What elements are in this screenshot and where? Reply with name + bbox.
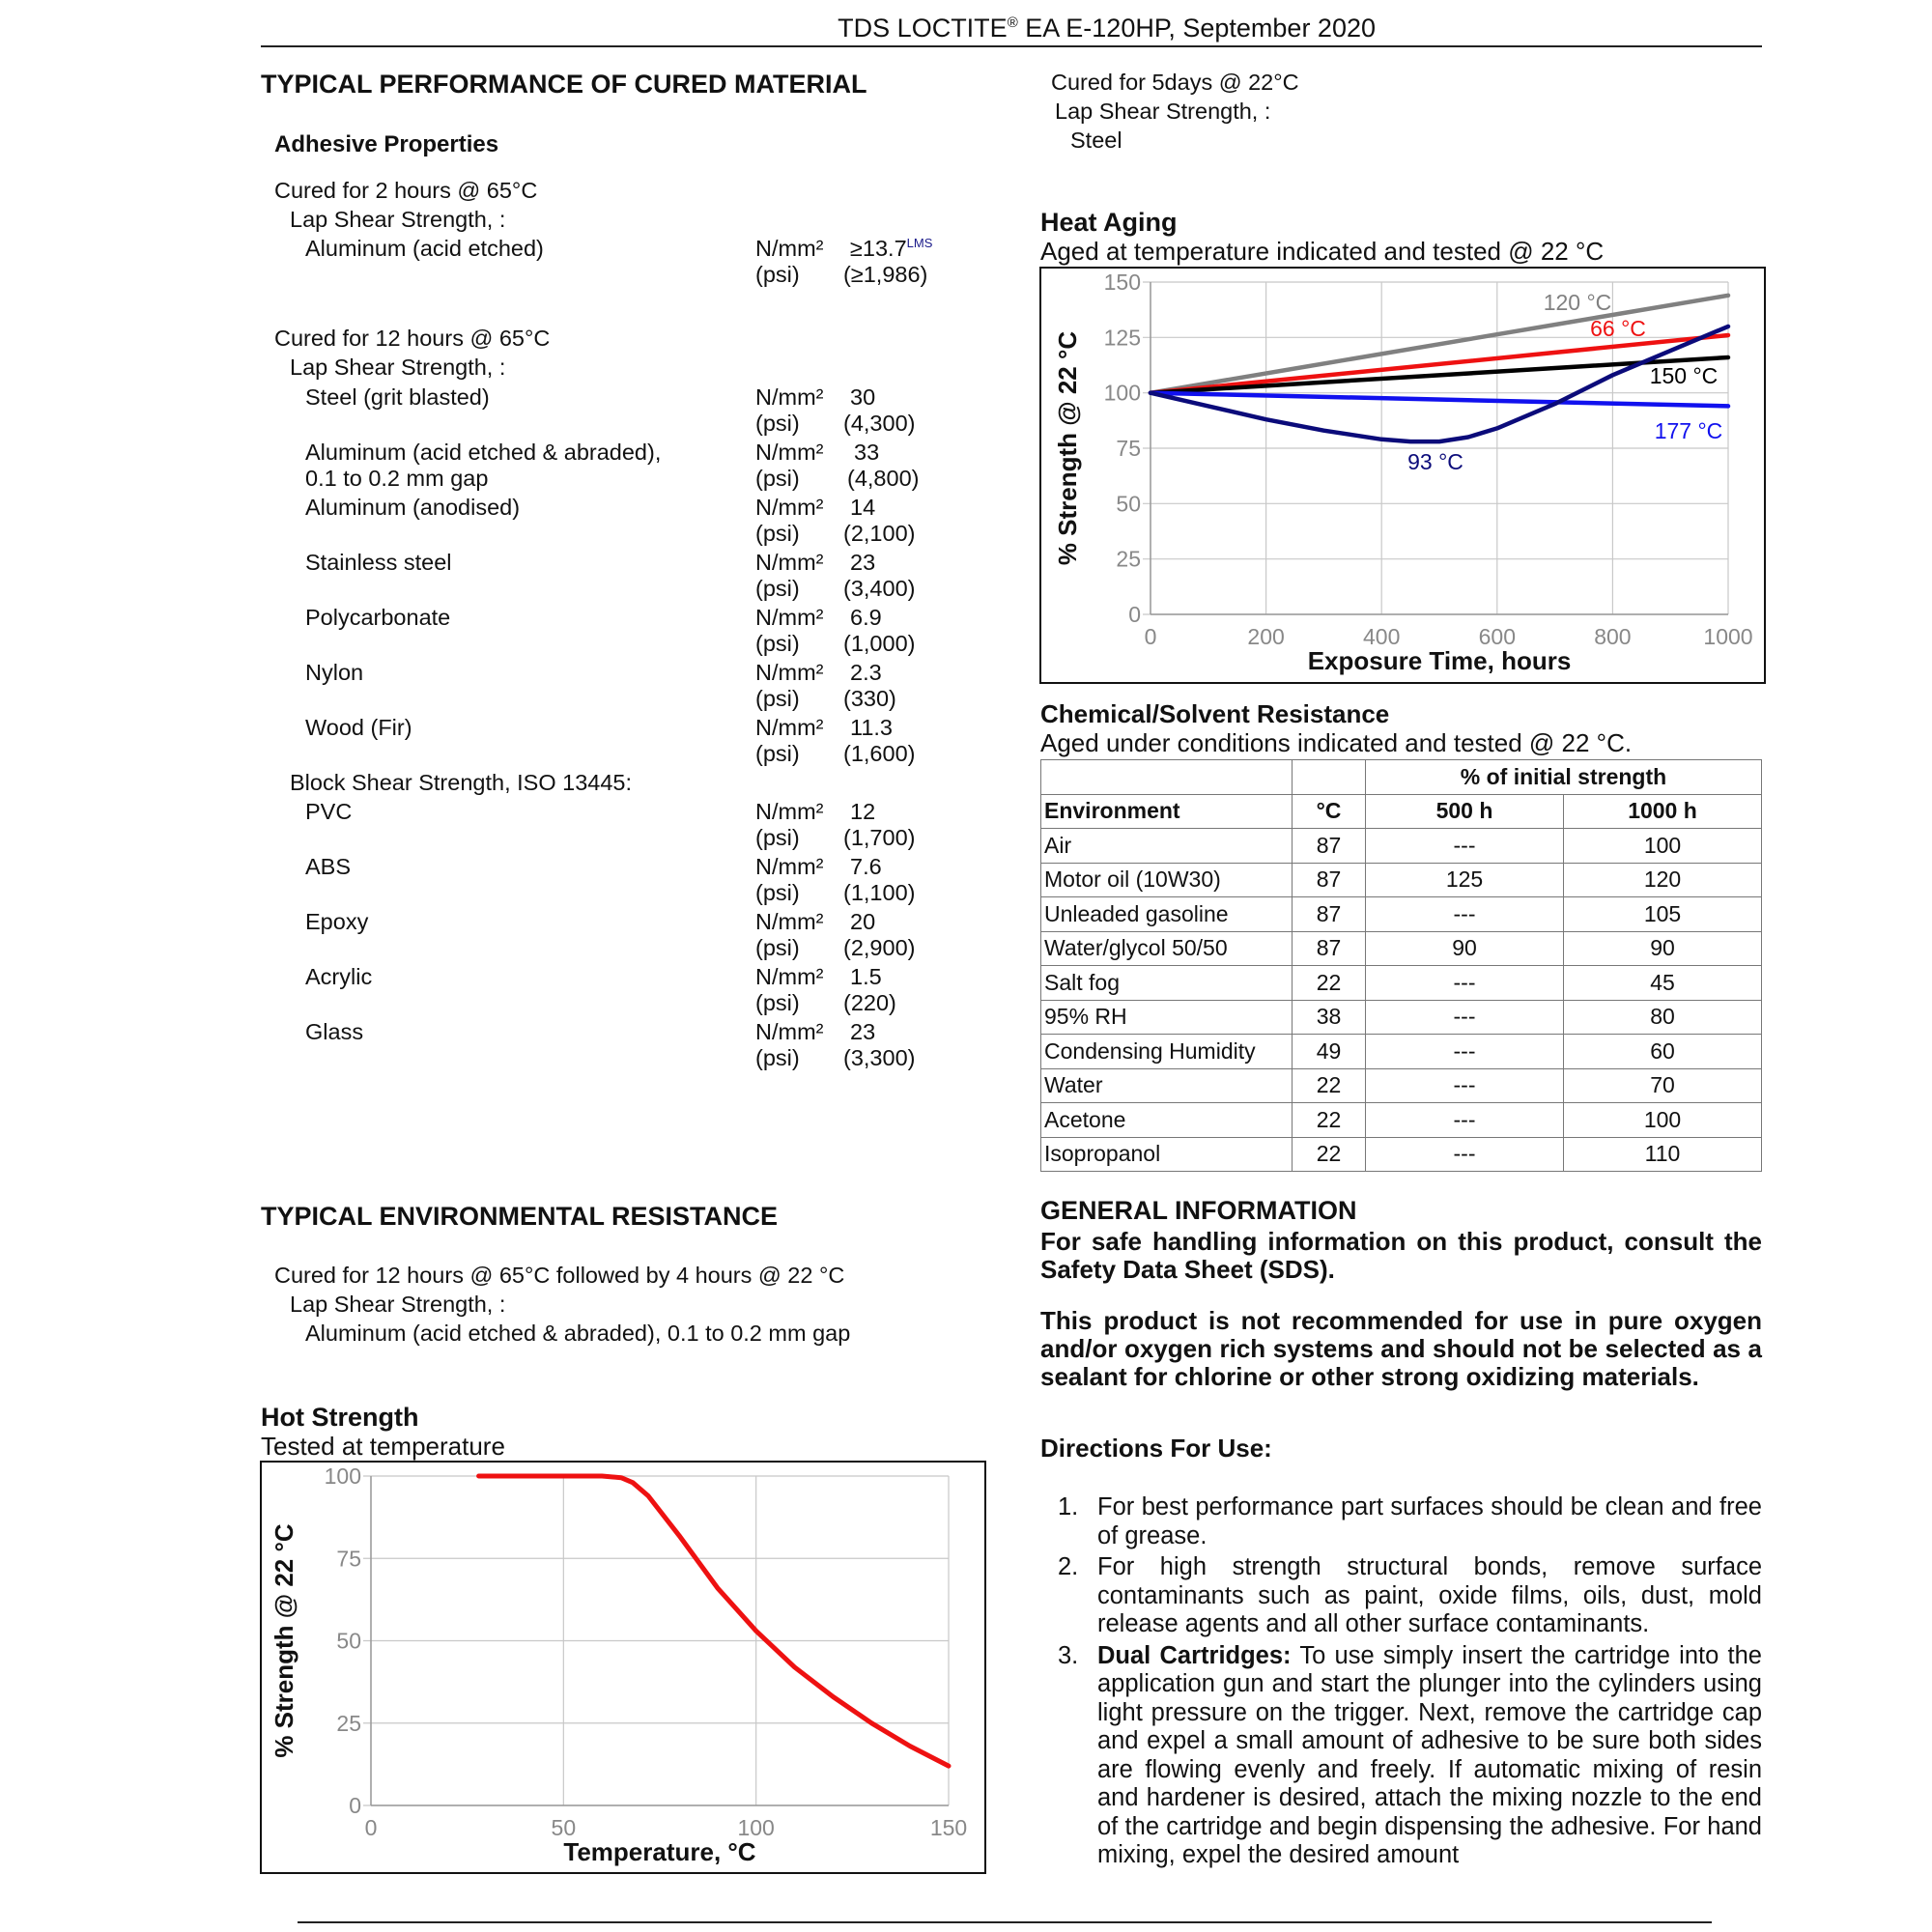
y-tick-label: 100	[1103, 380, 1141, 406]
table-cell: ---	[1366, 829, 1564, 864]
substrate-name: Stainless steel	[305, 550, 452, 575]
table-cell: Acetone	[1041, 1103, 1293, 1138]
series-label: 150 °C	[1649, 363, 1719, 388]
y-tick-label: 150	[1103, 270, 1141, 295]
table-row	[1041, 1137, 1762, 1172]
series-label: 66 °C	[1590, 316, 1646, 341]
substrate-name: Aluminum (acid etched & abraded),	[305, 440, 662, 465]
unit-nmm2: N/mm²	[755, 440, 824, 465]
env-aluminum-label: Aluminum (acid etched & abraded), 0.1 to 0.2 mm gap	[305, 1321, 851, 1346]
hot-strength-title: Hot Strength	[261, 1403, 419, 1432]
unit-nmm2: N/mm²	[755, 909, 824, 934]
document-header: TDS LOCTITE® EA E-120HP, September 2020	[838, 14, 1376, 43]
table-cell: Condensing Humidity	[1041, 1035, 1293, 1069]
heat-aging-subtitle: Aged at temperature indicated and tested @ 22 °C	[1040, 237, 1605, 266]
value-nmm2: 30	[850, 384, 876, 410]
table-cell: 22	[1293, 1137, 1366, 1172]
table-row	[1041, 829, 1762, 864]
x-axis-label: Temperature, °C	[563, 1837, 756, 1866]
value-nmm2: 20	[850, 909, 876, 934]
value-nmm2: 12	[850, 799, 876, 824]
x-tick-label: 150	[929, 1815, 968, 1840]
y-tick-label: 125	[1103, 325, 1141, 351]
table-cell: 120	[1564, 863, 1762, 897]
unit-nmm2: N/mm²	[755, 384, 824, 410]
aluminum-etched-label: Aluminum (acid etched)	[305, 236, 544, 261]
y-axis-label: % Strength @ 22 °C	[270, 1523, 298, 1758]
value-psi: (≥1,986)	[843, 262, 928, 287]
table-cell: 22	[1293, 1103, 1366, 1138]
list-number: 2.	[1058, 1553, 1079, 1580]
section-title-performance: TYPICAL PERFORMANCE OF CURED MATERIAL	[261, 70, 867, 99]
section-title-environmental: TYPICAL ENVIRONMENTAL RESISTANCE	[261, 1202, 779, 1231]
unit-psi: (psi)	[755, 741, 800, 766]
value-nmm2: 2.3	[850, 660, 882, 685]
table-header-cell: Environment	[1041, 794, 1293, 829]
value-nmm2: $\ge 13.7^{LMS}$	[850, 236, 933, 261]
list-text: For best performance part surfaces should be clean and free of grease.	[1097, 1493, 1762, 1549]
y-tick-label: 100	[324, 1463, 361, 1489]
table-cell: 45	[1564, 966, 1762, 1001]
value-nmm2: 14	[850, 495, 876, 520]
table-cell: ---	[1366, 1000, 1564, 1035]
unit-psi: (psi)	[755, 1045, 800, 1070]
table-cell: 60	[1564, 1035, 1762, 1069]
value-psi: (4,300)	[843, 411, 916, 436]
value-nmm2: 11.3	[850, 715, 893, 740]
block-shear-label: Block Shear Strength, ISO 13445:	[290, 770, 633, 795]
table-cell: ---	[1366, 1035, 1564, 1069]
unit-nmm2: N/mm²	[755, 550, 824, 575]
table-cell: 22	[1293, 1068, 1366, 1103]
cure-5days-label: Cured for 5days @ 22°C	[1051, 70, 1299, 95]
value-nmm2: 23	[850, 550, 876, 575]
table-cell: Water/glycol 50/50	[1041, 931, 1293, 966]
y-tick-label: 50	[336, 1628, 361, 1654]
unit-nmm2: N/mm²	[755, 236, 824, 261]
table-row	[1041, 966, 1762, 1001]
list-lead: Dual Cartridges:	[1097, 1641, 1292, 1669]
value-psi: (1,700)	[843, 825, 916, 850]
lap-shear-label-5: Lap Shear Strength, :	[1055, 99, 1271, 124]
x-tick-label: 600	[1478, 624, 1516, 649]
table-cell: 90	[1564, 931, 1762, 966]
unit-psi: (psi)	[755, 262, 800, 287]
unit-nmm2: N/mm²	[755, 1019, 824, 1044]
table-cell: 22	[1293, 966, 1366, 1001]
table-cell: Salt fog	[1041, 966, 1293, 1001]
table-cell: Unleaded gasoline	[1041, 897, 1293, 932]
table-cell: 100	[1564, 1103, 1762, 1138]
value-nmm2: 7.6	[850, 854, 882, 879]
substrate-name: PVC	[305, 799, 353, 824]
series-label: 120 °C	[1543, 290, 1612, 315]
substrate-name: Nylon	[305, 660, 364, 685]
y-tick-label: 50	[1116, 491, 1141, 517]
value-psi: (2,900)	[843, 935, 916, 960]
list-number: 3.	[1058, 1641, 1079, 1669]
table-cell: 100	[1564, 829, 1762, 864]
list-item	[1040, 1642, 1762, 1870]
x-axis-label: Exposure Time, hours	[1307, 646, 1572, 675]
directions-list	[1040, 1493, 1762, 1873]
x-tick-label: 400	[1363, 624, 1401, 649]
x-tick-label: 200	[1247, 624, 1285, 649]
list-text: For high strength structural bonds, remove surface contaminants such as paint, oxide films, oils, dust, mold release agents and all other surface contaminants.	[1097, 1553, 1762, 1637]
value-psi: (1,600)	[843, 741, 916, 766]
substrate-name: Aluminum (anodised)	[305, 495, 521, 520]
table-cell: 87	[1293, 829, 1366, 864]
table-cell: 70	[1564, 1068, 1762, 1103]
unit-psi: (psi)	[755, 825, 800, 850]
table-row	[1041, 897, 1762, 932]
substrate-name: Acrylic	[305, 964, 373, 989]
oxygen-warning-paragraph: This product is not recommended for use in pure oxygen and/or oxygen rich systems and should not be selected as a sealant for chlorine or other strong oxidizing materials.	[1040, 1306, 1762, 1391]
value-nmm2: 6.9	[850, 605, 882, 630]
table-cell: 95% RH	[1041, 1000, 1293, 1035]
table-cell: 38	[1293, 1000, 1366, 1035]
x-tick-label: 1000	[1703, 624, 1753, 649]
table-header-cell: 500 h	[1366, 794, 1564, 829]
lap-shear-label-2: Lap Shear Strength, :	[290, 355, 506, 380]
adhesive-properties-title: Adhesive Properties	[274, 131, 499, 157]
substrate-name: ABS	[305, 854, 352, 879]
table-header-cell: °C	[1293, 794, 1366, 829]
table-cell: 87	[1293, 863, 1366, 897]
cure-12h-label: Cured for 12 hours @ 65°C	[274, 326, 551, 351]
unit-psi: (psi)	[755, 880, 800, 905]
table-header-cell: 1000 h	[1564, 794, 1762, 829]
table-cell: ---	[1366, 1068, 1564, 1103]
value-nmm2: 23	[850, 1019, 876, 1044]
list-text: To use simply insert the cartridge into the application gun and start the plunger into the cylinders using light pressure on the trigger. Next, remove the cartridge cap and expel a small amount of adhesive to be sure both sides are flowing evenly and freely. If automatic mixing of resin and hardener is desired, attach the mixing nozzle to the end of the cartridge and begin dispensing the adhesive. For hand mixing, expel the desired amount	[1097, 1641, 1762, 1868]
value-psi: (4,800)	[847, 466, 920, 491]
unit-psi: (psi)	[755, 686, 800, 711]
table-header-cell	[1293, 760, 1366, 795]
substrate-name: Epoxy	[305, 909, 369, 934]
table-row	[1041, 931, 1762, 966]
table-row	[1041, 1000, 1762, 1035]
footer-rule	[298, 1921, 1712, 1923]
sds-paragraph: For safe handling information on this product, consult the Safety Data Sheet (SDS).	[1040, 1227, 1762, 1284]
substrate-name: Wood (Fir)	[305, 715, 412, 740]
table-row	[1041, 863, 1762, 897]
env-cure-label: Cured for 12 hours @ 65°C followed by 4 hours @ 22 °C	[274, 1263, 845, 1288]
value-psi: (3,400)	[843, 576, 916, 601]
hot-strength-plot	[262, 1463, 984, 1872]
table-row	[1041, 1035, 1762, 1069]
chemical-resistance-subtitle: Aged under conditions indicated and tested @ 22 °C.	[1040, 728, 1633, 757]
unit-nmm2: N/mm²	[755, 964, 824, 989]
series-line	[1151, 393, 1728, 407]
unit-nmm2: N/mm²	[755, 660, 824, 685]
y-tick-label: 0	[349, 1793, 361, 1818]
hot-strength-chart	[260, 1461, 986, 1874]
series-label: 177 °C	[1654, 418, 1723, 443]
substrate-name: Glass	[305, 1019, 364, 1044]
table-cell: 49	[1293, 1035, 1366, 1069]
directions-title: Directions For Use:	[1040, 1434, 1272, 1463]
table-group-header-row	[1041, 760, 1762, 795]
unit-nmm2: N/mm²	[755, 854, 824, 879]
table-cell: 87	[1293, 897, 1366, 932]
heat-aging-title: Heat Aging	[1040, 208, 1178, 237]
table-cell: 110	[1564, 1137, 1762, 1172]
table-row	[1041, 1103, 1762, 1138]
table-row	[1041, 1068, 1762, 1103]
heat-aging-plot	[1041, 269, 1764, 682]
env-lap-shear-label: Lap Shear Strength, :	[290, 1292, 506, 1317]
header-rule	[261, 45, 1762, 47]
unit-nmm2: N/mm²	[755, 799, 824, 824]
chemical-resistance-table	[1040, 759, 1762, 1172]
unit-psi: (psi)	[755, 935, 800, 960]
table-cell: 90	[1366, 931, 1564, 966]
table-cell: 125	[1366, 863, 1564, 897]
table-cell: Isopropanol	[1041, 1137, 1293, 1172]
unit-nmm2: N/mm²	[755, 605, 824, 630]
heat-aging-chart	[1039, 267, 1766, 684]
table-header-cell: % of initial strength	[1366, 760, 1762, 795]
unit-nmm2: N/mm²	[755, 495, 824, 520]
y-tick-label: 25	[336, 1710, 361, 1736]
series-line	[479, 1476, 949, 1766]
x-tick-label: 0	[364, 1815, 378, 1840]
hot-strength-subtitle: Tested at temperature	[261, 1432, 505, 1461]
value-psi: (3,300)	[843, 1045, 916, 1070]
table-cell: Air	[1041, 829, 1293, 864]
unit-psi: (psi)	[755, 576, 800, 601]
substrate-name: Polycarbonate	[305, 605, 451, 630]
general-information-title: GENERAL INFORMATION	[1040, 1196, 1357, 1225]
list-item	[1040, 1493, 1762, 1550]
chemical-resistance-title: Chemical/Solvent Resistance	[1040, 699, 1390, 728]
value-nmm2: 1.5	[850, 964, 882, 989]
table-cell: ---	[1366, 1103, 1564, 1138]
unit-nmm2: N/mm²	[755, 715, 824, 740]
table-cell: Water	[1041, 1068, 1293, 1103]
list-item	[1040, 1553, 1762, 1639]
unit-psi: (psi)	[755, 466, 800, 491]
x-tick-label: 0	[1144, 624, 1157, 649]
table-cell: 80	[1564, 1000, 1762, 1035]
x-tick-label: 50	[551, 1815, 577, 1840]
x-tick-label: 100	[737, 1815, 775, 1840]
unit-psi: (psi)	[755, 631, 800, 656]
lap-shear-label-1: Lap Shear Strength, :	[290, 207, 506, 232]
y-tick-label: 25	[1116, 546, 1141, 572]
steel-label: Steel	[1070, 128, 1122, 153]
unit-psi: (psi)	[755, 411, 800, 436]
value-psi: (220)	[843, 990, 896, 1015]
table-cell: ---	[1366, 966, 1564, 1001]
table-header-row	[1041, 794, 1762, 829]
y-tick-label: 75	[336, 1546, 361, 1572]
unit-psi: (psi)	[755, 990, 800, 1015]
substrate-name: Steel (grit blasted)	[305, 384, 490, 410]
value-psi: (2,100)	[843, 521, 916, 546]
list-number: 1.	[1058, 1493, 1079, 1520]
value-nmm2: 33	[854, 440, 880, 465]
table-header-cell	[1041, 760, 1293, 795]
series-label: 93 °C	[1407, 449, 1463, 474]
y-tick-label: 0	[1128, 602, 1141, 627]
table-cell: 87	[1293, 931, 1366, 966]
table-cell: 105	[1564, 897, 1762, 932]
substrate-name-line2: 0.1 to 0.2 mm gap	[305, 466, 489, 491]
table-cell: ---	[1366, 1137, 1564, 1172]
y-tick-label: 75	[1116, 436, 1141, 461]
value-psi: (1,100)	[843, 880, 916, 905]
y-axis-label: % Strength @ 22 °C	[1053, 330, 1082, 566]
unit-psi: (psi)	[755, 521, 800, 546]
table-cell: Motor oil (10W30)	[1041, 863, 1293, 897]
value-psi: (1,000)	[843, 631, 916, 656]
table-cell: ---	[1366, 897, 1564, 932]
value-psi: (330)	[843, 686, 896, 711]
cure-2h-label: Cured for 2 hours @ 65°C	[274, 178, 538, 203]
x-tick-label: 800	[1594, 624, 1632, 649]
